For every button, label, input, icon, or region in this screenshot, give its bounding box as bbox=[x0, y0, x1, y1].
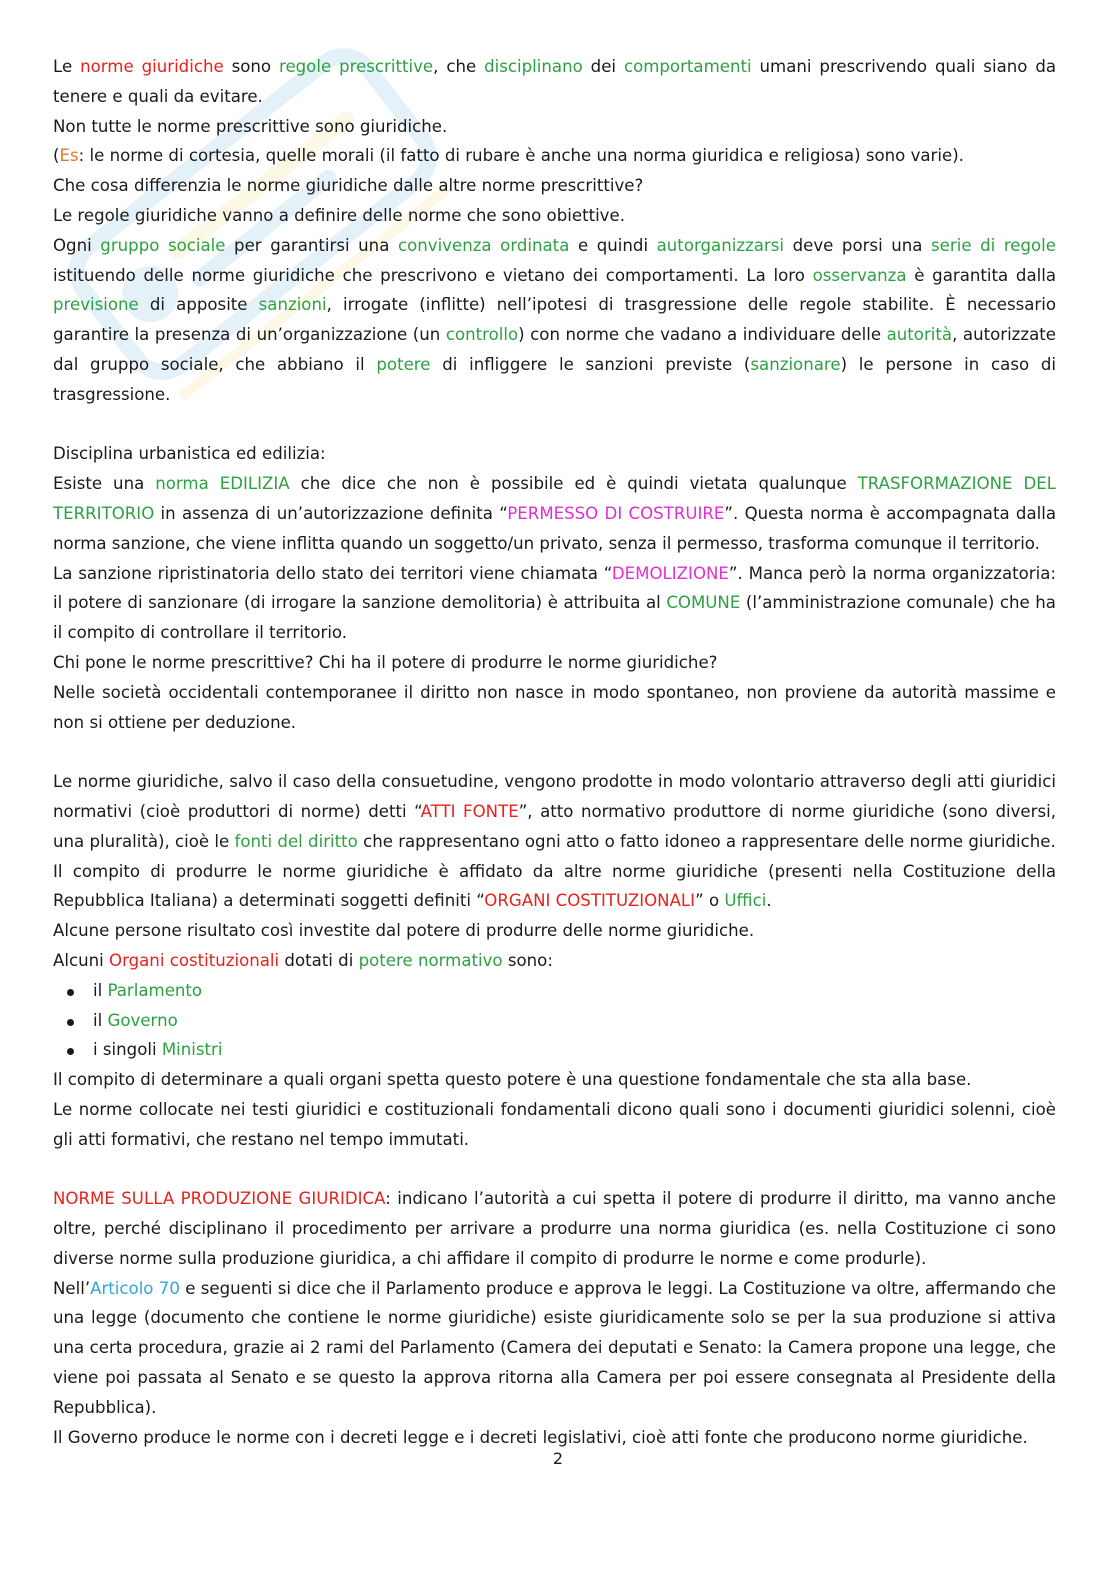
paragraph-demolizione: La sanzione ripristinatoria dello stato dei territori viene chiamata “DEMOLIZIONE”. Manca però la norma organizzatoria: il potere di sanzionare (di irrogare la sanzione demolitoria) è attribuita al COMUNE (l’amministrazione comunale) che ha il compito di controllare il territorio. bbox=[53, 563, 1056, 643]
paragraph-persone-investite: Alcune persone risultato così investite dal potere di produrre delle norme giuridiche. bbox=[53, 921, 755, 941]
paragraph-social-group: Ogni gruppo sociale per garantirsi una convivenza ordinata e quindi autorganizzarsi deve porsi una serie di regole istituendo delle norme giuridiche che prescrivono e vietano dei comportamenti. La loro osservanza è garantita dalla previsione di apposite sanzioni, irrogate (inflitte) nell’ipotesi di trasgressione delle regole stabilite. È necessario garantire la presenza di un’organizzazione (un controllo) con norme che vadano a individuare delle autorità, autorizzate dal gruppo sociale, che abbiano il potere di infliggere le sanzioni previste (sanzionare) le persone in caso di trasgressione. bbox=[53, 235, 1057, 404]
paragraph-norme-collocate: Le norme collocate nei testi giuridici e costituzionali fondamentali dicono quali sono i documenti giuridici solenni, cioè gli atti formativi, che restano nel tempo immutati. bbox=[53, 1099, 1056, 1149]
paragraph-organi-costituzionali: Il compito di produrre le norme giuridiche è affidato da altre norme giuridiche (presenti nella Costituzione della Repubblica Italiana) a determinati soggetti definiti “ORGANI COSTITUZIONALI” o Uffici. bbox=[53, 861, 1056, 911]
paragraph-western-societies: Nelle società occidentali contemporanee il diritto non nasce in modo spontaneo, non proviene da autorità massime e non si ottiene per deduzione. bbox=[53, 682, 1056, 732]
paragraph-definition: Le norme giuridiche sono regole prescrittive, che disciplinano dei comportamenti umani prescrivendo quali siano da tenere e quali da evitare. bbox=[53, 57, 1057, 106]
organi-list bbox=[53, 976, 1056, 1065]
list-item: i singoli Ministri bbox=[53, 1035, 1056, 1065]
paragraph-governo-decreti: Il Governo produce le norme con i decreti legge e i decreti legislativi, cioè atti fonte che producono norme giuridiche. bbox=[53, 1427, 1028, 1447]
section-heading-urbanistica: Disciplina urbanistica ed edilizia: bbox=[53, 444, 326, 464]
paragraph-norma-edilizia: Esiste una norma EDILIZIA che dice che non è possibile ed è quindi vietata qualunque TRASFORMAZIONE DEL TERRITORIO in assenza di un’autorizzazione definita “PERMESSO DI COSTRUIRE”. Questa norma è accompagnata dalla norma sanzione, che viene inflitta quando un soggetto/un privato, senza il permesso, trasforma comunque il territorio. bbox=[53, 474, 1056, 553]
page-number: 2 bbox=[552, 1449, 564, 1468]
paragraph-articolo-70: Nell’Articolo 70 e seguenti si dice che il Parlamento produce e approva le leggi. La Costituzione va oltre, affermando che una legge (documento che contiene le norme giuridiche) esiste giuridicamente solo se per la sua produzione si attiva una certa procedura, grazie ai 2 rami del Parlamento (Camera dei deputati e Senato: la Camera propone una legge, che viene poi passata al Senato e se questo la approva ritorna alla Camera per poi essere consegnata al Presidente della Repubblica). bbox=[53, 1278, 1057, 1417]
paragraph-question-difference: Che cosa differenzia le norme giuridiche dalle altre norme prescrittive? bbox=[53, 176, 644, 196]
paragraph-alcuni-organi: Alcuni Organi costituzionali dotati di potere normativo sono: bbox=[53, 950, 553, 970]
paragraph-not-all-norms: Non tutte le norme prescrittive sono giuridiche. bbox=[53, 116, 448, 136]
list-item: il Parlamento bbox=[53, 976, 1056, 1006]
paragraph-example: (Es: le norme di cortesia, quelle morali (il fatto di rubare è anche una norma giuridica e religiosa) sono varie). bbox=[53, 146, 964, 166]
list-item: il Governo bbox=[53, 1006, 1056, 1036]
document-body bbox=[53, 52, 1056, 1452]
paragraph-produzione-giuridica: NORME SULLA PRODUZIONE GIURIDICA: indicano l’autorità a cui spetta il potere di produrre il diritto, ma vanno anche oltre, perché disciplinano il procedimento per arrivare a produrre una norma giuridica (es. nella Costituzione ci sono diverse norme sulla produzione giuridica, a chi affidare il compito di produrre le norme e come produrle). bbox=[53, 1189, 1056, 1268]
paragraph-atti-fonte: Le norme giuridiche, salvo il caso della consuetudine, vengono prodotte in modo volontario attraverso degli atti giuridici normativi (cioè produttori di norme) detti “ATTI FONTE”, atto normativo produttore di norme giuridiche (sono diversi, una pluralità), cioè le fonti del diritto che rappresentano ogni atto o fatto idoneo a rappresentare delle norme giuridiche. bbox=[53, 772, 1056, 851]
paragraph-compito-organi: Il compito di determinare a quali organi spetta questo potere è una questione fondamentale che sta alla base. bbox=[53, 1070, 972, 1090]
paragraph-objective-norms: Le regole giuridiche vanno a definire delle norme che sono obiettive. bbox=[53, 205, 625, 225]
paragraph-question-who: Chi pone le norme prescrittive? Chi ha il potere di produrre le norme giuridiche? bbox=[53, 652, 718, 672]
